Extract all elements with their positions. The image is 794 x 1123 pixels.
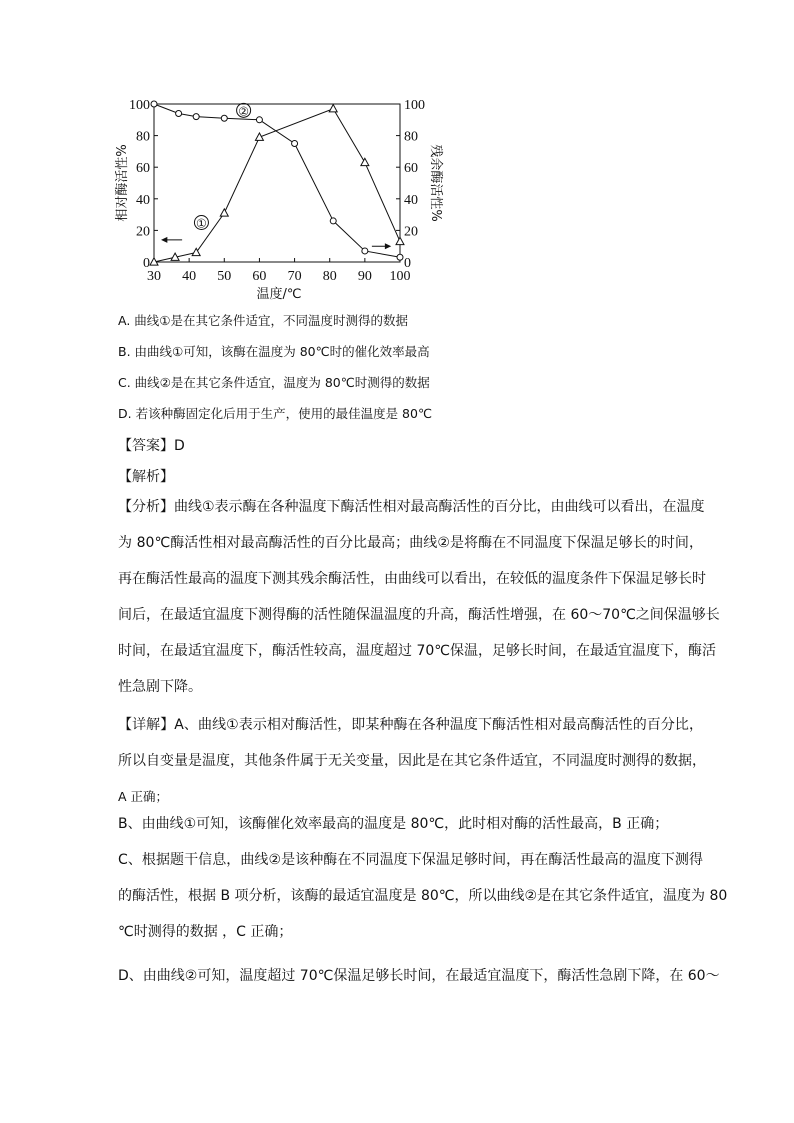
x-tick-label: 100 <box>389 269 411 284</box>
detail-b-paragraph <box>118 806 703 842</box>
enzyme-activity-chart <box>110 92 450 307</box>
detail-a-paragraph <box>118 707 706 815</box>
analysis-line: 为 80℃酶活性相对最高酶活性的百分比最高；曲线②是将酶在不同温度下保温足够长的时间， <box>118 535 703 551</box>
detail-d-paragraph <box>118 958 720 994</box>
circle-point <box>151 101 157 107</box>
analysis-paragraph <box>118 489 720 705</box>
y-axis-label-right: 残余酶活性% <box>428 144 443 222</box>
y-tick-label-right: 60 <box>404 161 418 177</box>
triangle-point <box>220 209 228 216</box>
analysis-line: 时间，在最适宜温度下，酶活性较高，温度超过 70℃保温，足够长时间，在最适宜温度下，酶活 <box>118 643 716 659</box>
triangle-point <box>255 133 263 140</box>
circle-point <box>176 110 182 116</box>
analysis-line: 性急剧下降。 <box>118 679 202 695</box>
annotation-label-1: ① <box>196 216 207 231</box>
x-tick-label: 50 <box>217 269 232 284</box>
option-a: A. 曲线①是在其它条件适宜，不同温度时测得的数据 <box>118 313 408 328</box>
analysis-line: 再在酶活性最高的温度下测其残余酶活性，由曲线可以看出，在较低的温度条件下保温足够长时 <box>118 571 706 587</box>
x-tick-label: 40 <box>182 269 197 284</box>
chart-svg <box>110 92 450 307</box>
analysis-line: 间后，在最适宜温度下测得酶的活性随保温温度的升高，酶活性增强，在 60～70℃之间保温够长 <box>118 607 720 623</box>
circle-point <box>193 114 199 120</box>
circle-point <box>256 117 262 123</box>
detail-b-line: B、由曲线①可知，该酶催化效率最高的温度是 80℃，此时相对酶的活性最高，B 正确； <box>118 816 669 832</box>
circle-point <box>292 141 298 147</box>
arrow-left-icon <box>161 237 167 243</box>
x-tick-label: 80 <box>322 269 337 284</box>
y-tick-label-left: 100 <box>129 98 150 113</box>
x-tick-label: 30 <box>147 269 161 284</box>
y-tick-label-left: 20 <box>136 224 150 240</box>
y-tick-label-left: 0 <box>143 256 150 271</box>
y-tick-label-right: 100 <box>404 98 425 113</box>
y-axis-label-left: 相对酶活性% <box>115 144 130 222</box>
circle-point <box>221 115 227 121</box>
x-axis-label: 温度/℃ <box>256 287 302 302</box>
annotation-label-2: ② <box>238 104 249 119</box>
x-tick-label: 70 <box>287 269 302 284</box>
y-tick-label-left: 60 <box>136 161 150 177</box>
x-tick-label: 60 <box>252 269 267 284</box>
y-tick-label-right: 0 <box>404 256 411 271</box>
detail-c-line: 的酶活性，根据 B 项分析，该酶的最适宜温度是 80℃，所以曲线②是在其它条件适宜，温度为 80 <box>118 888 728 904</box>
triangle-point <box>361 158 369 165</box>
detail-line: 所以自变量是温度，其他条件属于无关变量，因此是在其它条件适宜，不同温度时测得的数据， <box>118 753 706 769</box>
y-tick-label-left: 40 <box>136 192 150 208</box>
analysis-line: 【分析】曲线①表示酶在各种温度下酶活性相对最高酶活性的百分比，由曲线可以看出，在温度 <box>118 499 705 515</box>
triangle-point <box>329 105 337 112</box>
plot-frame <box>154 104 400 262</box>
analysis-title: 【解析】 <box>118 469 174 485</box>
detail-c-line: ℃时测得的数据 ，C 正确； <box>118 924 293 940</box>
triangle-point <box>396 237 404 244</box>
option-c: C. 曲线②是在其它条件适宜，温度为 80℃时测得的数据 <box>118 375 430 390</box>
y-tick-label-left: 80 <box>136 129 150 145</box>
y-tick-label-right: 40 <box>404 192 418 208</box>
circle-point <box>362 248 368 254</box>
detail-c-line: C、根据题干信息，曲线②是该种酶在不同温度下保温足够时间，再在酶活性最高的温度下测得 <box>118 852 703 868</box>
answer: 【答案】D <box>118 438 185 454</box>
option-d: D. 若该种酶固定化后用于生产，使用的最佳温度是 80℃ <box>118 406 432 421</box>
circle-point <box>330 218 336 224</box>
y-tick-label-right: 20 <box>404 224 418 240</box>
option-b: B. 由曲线①可知，该酶在温度为 80℃时的催化效率最高 <box>118 344 430 359</box>
detail-c-paragraph <box>118 842 728 950</box>
circle-point <box>397 254 403 260</box>
y-tick-label-right: 80 <box>404 129 418 145</box>
x-tick-label: 90 <box>357 269 372 284</box>
detail-line: A 正确； <box>118 789 169 804</box>
detail-d-line: D、由曲线②可知，温度超过 70℃保温足够长时间，在最适宜温度下，酶活性急剧下降，在 60～ <box>118 968 720 984</box>
series-line-circle <box>154 104 400 257</box>
arrow-right-icon <box>385 243 391 249</box>
detail-line: 【详解】A、曲线①表示相对酶活性，即某种酶在各种温度下酶活性相对最高酶活性的百分比， <box>118 717 703 733</box>
